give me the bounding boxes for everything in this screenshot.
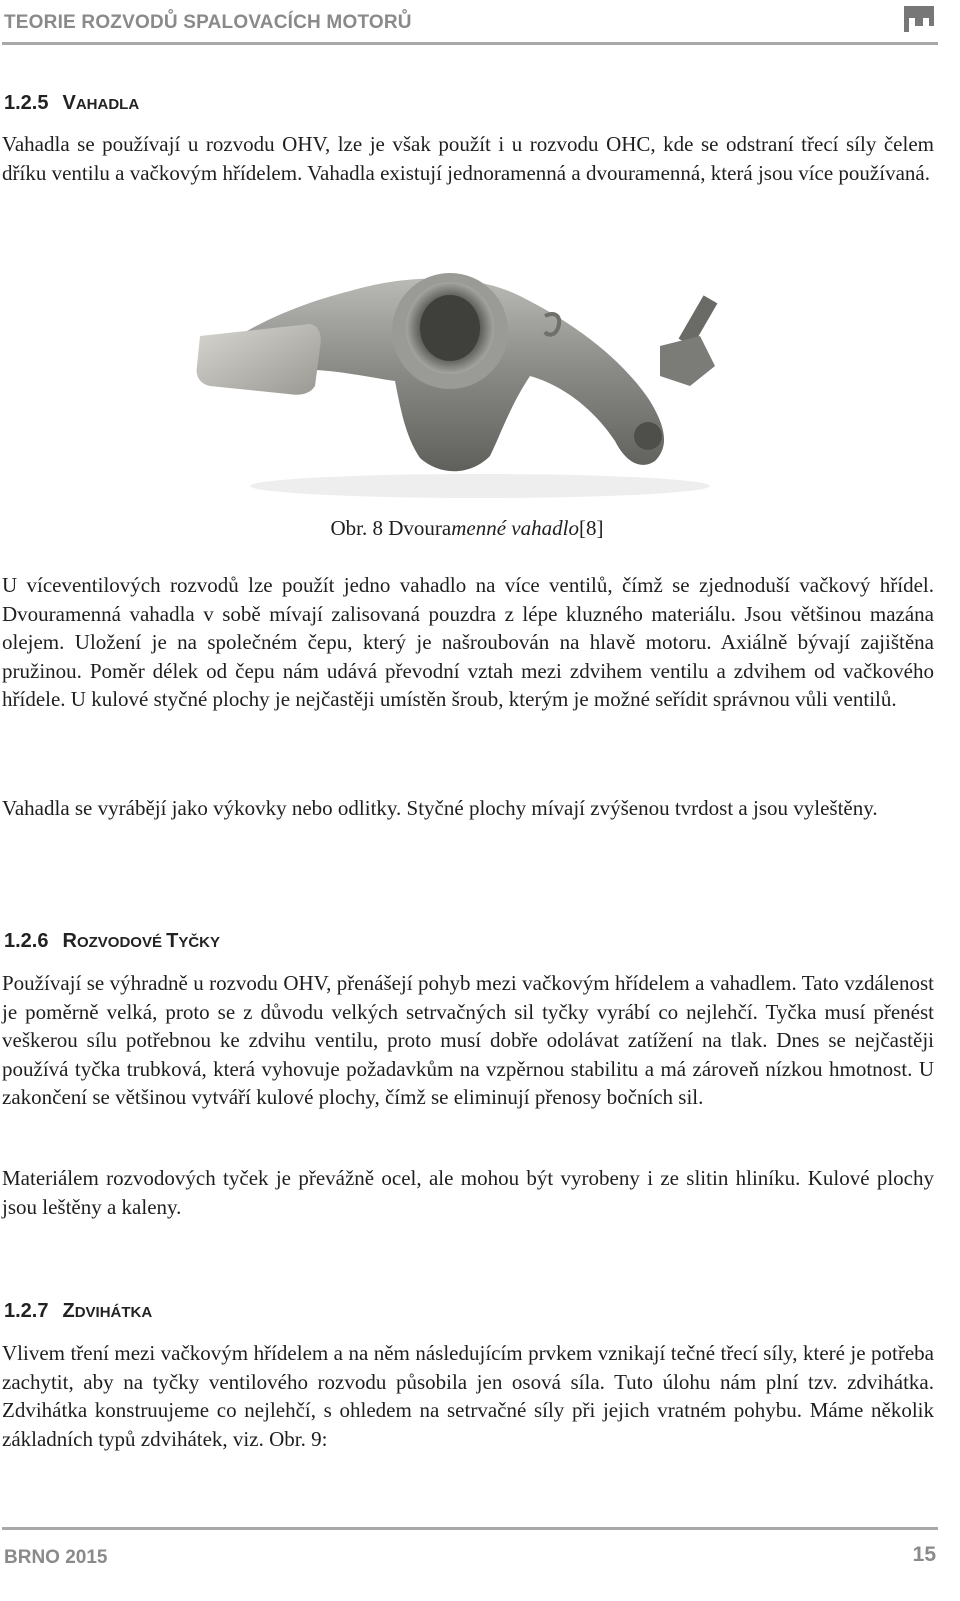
header-rule <box>2 42 938 45</box>
footer-rule <box>2 1527 938 1530</box>
page-number: 15 <box>912 1543 936 1566</box>
section-number: 1.2.6 <box>4 930 49 952</box>
figure-caption: Obr. 8 Dvouramenné vahadlo[8] <box>330 516 604 540</box>
section-number: 1.2.5 <box>4 92 49 114</box>
section-number: 1.2.7 <box>4 1300 49 1322</box>
university-logo-icon <box>903 4 935 34</box>
paragraph: Vlivem tření mezi vačkovým hřídelem a na něm následujícím prvkem vznikají tečné třecí síly, které je potřeba zachytit, aby na tyčky ventilového rozvodu působila jen osová síla. Tuto úlohu nám plní tzv. zdvihátka. Zdvihátka konstruujeme co nejlehčí, s ohledem na setrvačné síly při jejich vratném pohybu. Máme několik základních typů zdvihátek, viz. Obr. 9: <box>2 1341 934 1451</box>
running-header-title: TEORIE ROZVODŮ SPALOVACÍCH MOTORŮ <box>4 12 412 33</box>
paragraph: Používají se výhradně u rozvodu OHV, přenášejí pohyb mezi vačkovým hřídelem a vahadlem. Tato vzdálenost je poměrně velká, proto se z důvodu velkých setrvačných sil tyčky vyrábí co nejlehčí. Tyčka musí přenést veškerou sílu potřebnou ke zdvihu ventilu, proto musí dobře odolávat zatížení na tlak. Dnes se nejčastěji používá tyčka trubková, která vyhovuje požadavkům na vzpěrnou stabilitu a má zároveň nízkou hmotnost. U zakončení se většinou vytváří kulové plochy, čímž se eliminují přenosy bočních sil. <box>2 971 934 1109</box>
paragraph: Materiálem rozvodových tyček je převážně ocel, ale mohou být vyrobeny i ze slitin hliníku. Kulové plochy jsou leštěny a kaleny. <box>2 1166 934 1219</box>
paragraph: Vahadla se vyrábějí jako výkovky nebo odlitky. Styčné plochy mívají zvýšenou tvrdost a jsou vyleštěny. <box>2 796 878 820</box>
footer-location-year: BRNO 2015 <box>4 1547 108 1568</box>
section-heading-1-2-5: 1.2.5 VAHADLA <box>4 92 140 114</box>
paragraph: Vahadla se používají u rozvodu OHV, lze je však použít i u rozvodu OHC, kde se odstraní třecí síly čelem dříku ventilu a vačkovým hřídelem. Vahadla existují jednoramenná a dvouramenná, která jsou více používaná. <box>2 132 934 185</box>
section-heading-1-2-7: 1.2.7 ZDVIHÁTKA <box>4 1300 153 1322</box>
section-heading-1-2-6: 1.2.6 ROZVODOVÉ TYČKY <box>4 930 221 952</box>
paragraph: U víceventilových rozvodů lze použít jedno vahadlo na více ventilů, čímž se zjednoduší vačkový hřídel. Dvouramenná vahadla v sobě mívají zalisovaná pouzdra z lépe kluzného materiálu. Jsou většinou mazána olejem. Uložení je na společném čepu, který je našroubován na hlavě motoru. Axiálně bývají zajištěna pružinou. Poměr délek od čepu nám udává převodní vztah mezi zdvihem ventilu a zdvihem od vačkového hřídele. U kulové styčné plochy je nejčastěji umístěn šroub, kterým je možné seřídit správnou vůli ventilů. <box>2 573 934 711</box>
rocker-arm-photo <box>170 236 766 506</box>
